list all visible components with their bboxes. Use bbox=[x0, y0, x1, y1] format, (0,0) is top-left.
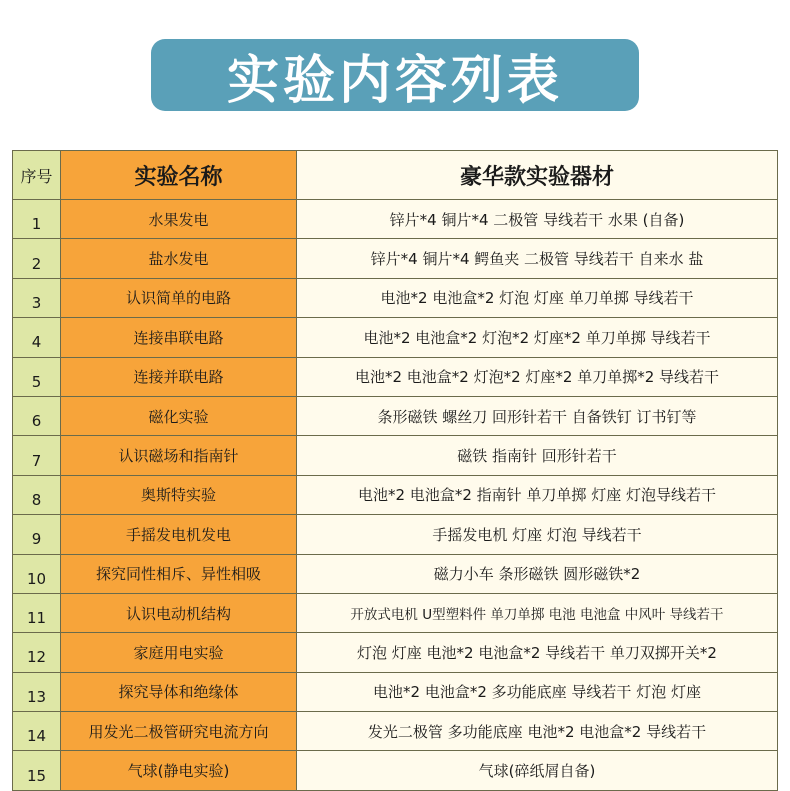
table-row bbox=[13, 357, 778, 396]
table-header-row bbox=[13, 151, 778, 200]
row-number: 12 bbox=[13, 633, 61, 672]
row-materials: 开放式电机 U型塑料件 单刀单掷 电池 电池盒 中风叶 导线若干 bbox=[297, 593, 778, 632]
row-name: 气球(静电实验) bbox=[61, 751, 297, 790]
title-banner bbox=[151, 39, 639, 111]
row-materials: 电池*2 电池盒*2 灯泡*2 灯座*2 单刀单掷 导线若干 bbox=[297, 318, 778, 357]
row-name: 探究导体和绝缘体 bbox=[61, 672, 297, 711]
page-title: 实验内容列表 bbox=[226, 50, 563, 111]
row-number: 2 bbox=[13, 239, 61, 278]
row-name: 奥斯特实验 bbox=[61, 475, 297, 514]
row-materials: 锌片*4 铜片*4 二极管 导线若干 水果 (自备) bbox=[297, 200, 778, 239]
row-number: 14 bbox=[13, 712, 61, 751]
row-materials: 发光二极管 多功能底座 电池*2 电池盒*2 导线若干 bbox=[297, 712, 778, 751]
table-row bbox=[13, 672, 778, 711]
header-materials: 豪华款实验器材 bbox=[297, 151, 778, 200]
table-row bbox=[13, 751, 778, 790]
row-name: 磁化实验 bbox=[61, 396, 297, 435]
row-name: 手摇发电机发电 bbox=[61, 515, 297, 554]
row-materials: 电池*2 电池盒*2 灯泡*2 灯座*2 单刀单掷*2 导线若干 bbox=[297, 357, 778, 396]
row-materials: 电池*2 电池盒*2 灯泡 灯座 单刀单掷 导线若干 bbox=[297, 278, 778, 317]
table-row bbox=[13, 200, 778, 239]
row-number: 7 bbox=[13, 436, 61, 475]
row-name: 水果发电 bbox=[61, 200, 297, 239]
row-materials: 电池*2 电池盒*2 多功能底座 导线若干 灯泡 灯座 bbox=[297, 672, 778, 711]
table-row bbox=[13, 436, 778, 475]
table-row bbox=[13, 712, 778, 751]
row-number: 11 bbox=[13, 593, 61, 632]
row-materials: 手摇发电机 灯座 灯泡 导线若干 bbox=[297, 515, 778, 554]
row-materials: 锌片*4 铜片*4 鳄鱼夹 二极管 导线若干 自来水 盐 bbox=[297, 239, 778, 278]
row-number: 1 bbox=[13, 200, 61, 239]
table-row bbox=[13, 239, 778, 278]
row-name: 连接串联电路 bbox=[61, 318, 297, 357]
row-number: 9 bbox=[13, 515, 61, 554]
row-name: 盐水发电 bbox=[61, 239, 297, 278]
row-number: 10 bbox=[13, 554, 61, 593]
row-name: 探究同性相斥、异性相吸 bbox=[61, 554, 297, 593]
row-name: 家庭用电实验 bbox=[61, 633, 297, 672]
table-row bbox=[13, 633, 778, 672]
row-name: 连接并联电路 bbox=[61, 357, 297, 396]
header-name: 实验名称 bbox=[61, 151, 297, 200]
row-name: 认识简单的电路 bbox=[61, 278, 297, 317]
row-name: 用发光二极管研究电流方向 bbox=[61, 712, 297, 751]
row-materials: 气球(碎纸屑自备) bbox=[297, 751, 778, 790]
row-materials: 磁铁 指南针 回形针若干 bbox=[297, 436, 778, 475]
row-number: 13 bbox=[13, 672, 61, 711]
row-materials: 电池*2 电池盒*2 指南针 单刀单掷 灯座 灯泡导线若干 bbox=[297, 475, 778, 514]
row-name: 认识电动机结构 bbox=[61, 593, 297, 632]
table-row bbox=[13, 278, 778, 317]
row-number: 3 bbox=[13, 278, 61, 317]
row-number: 15 bbox=[13, 751, 61, 790]
experiment-table bbox=[12, 150, 778, 791]
table-row bbox=[13, 396, 778, 435]
row-number: 4 bbox=[13, 318, 61, 357]
table-row bbox=[13, 318, 778, 357]
table-row bbox=[13, 554, 778, 593]
table-row bbox=[13, 515, 778, 554]
row-materials: 条形磁铁 螺丝刀 回形针若干 自备铁钉 订书钉等 bbox=[297, 396, 778, 435]
table-row bbox=[13, 475, 778, 514]
header-number: 序号 bbox=[13, 151, 61, 200]
row-name: 认识磁场和指南针 bbox=[61, 436, 297, 475]
row-number: 6 bbox=[13, 396, 61, 435]
table-row bbox=[13, 593, 778, 632]
row-number: 8 bbox=[13, 475, 61, 514]
row-materials: 磁力小车 条形磁铁 圆形磁铁*2 bbox=[297, 554, 778, 593]
row-number: 5 bbox=[13, 357, 61, 396]
row-materials: 灯泡 灯座 电池*2 电池盒*2 导线若干 单刀双掷开关*2 bbox=[297, 633, 778, 672]
